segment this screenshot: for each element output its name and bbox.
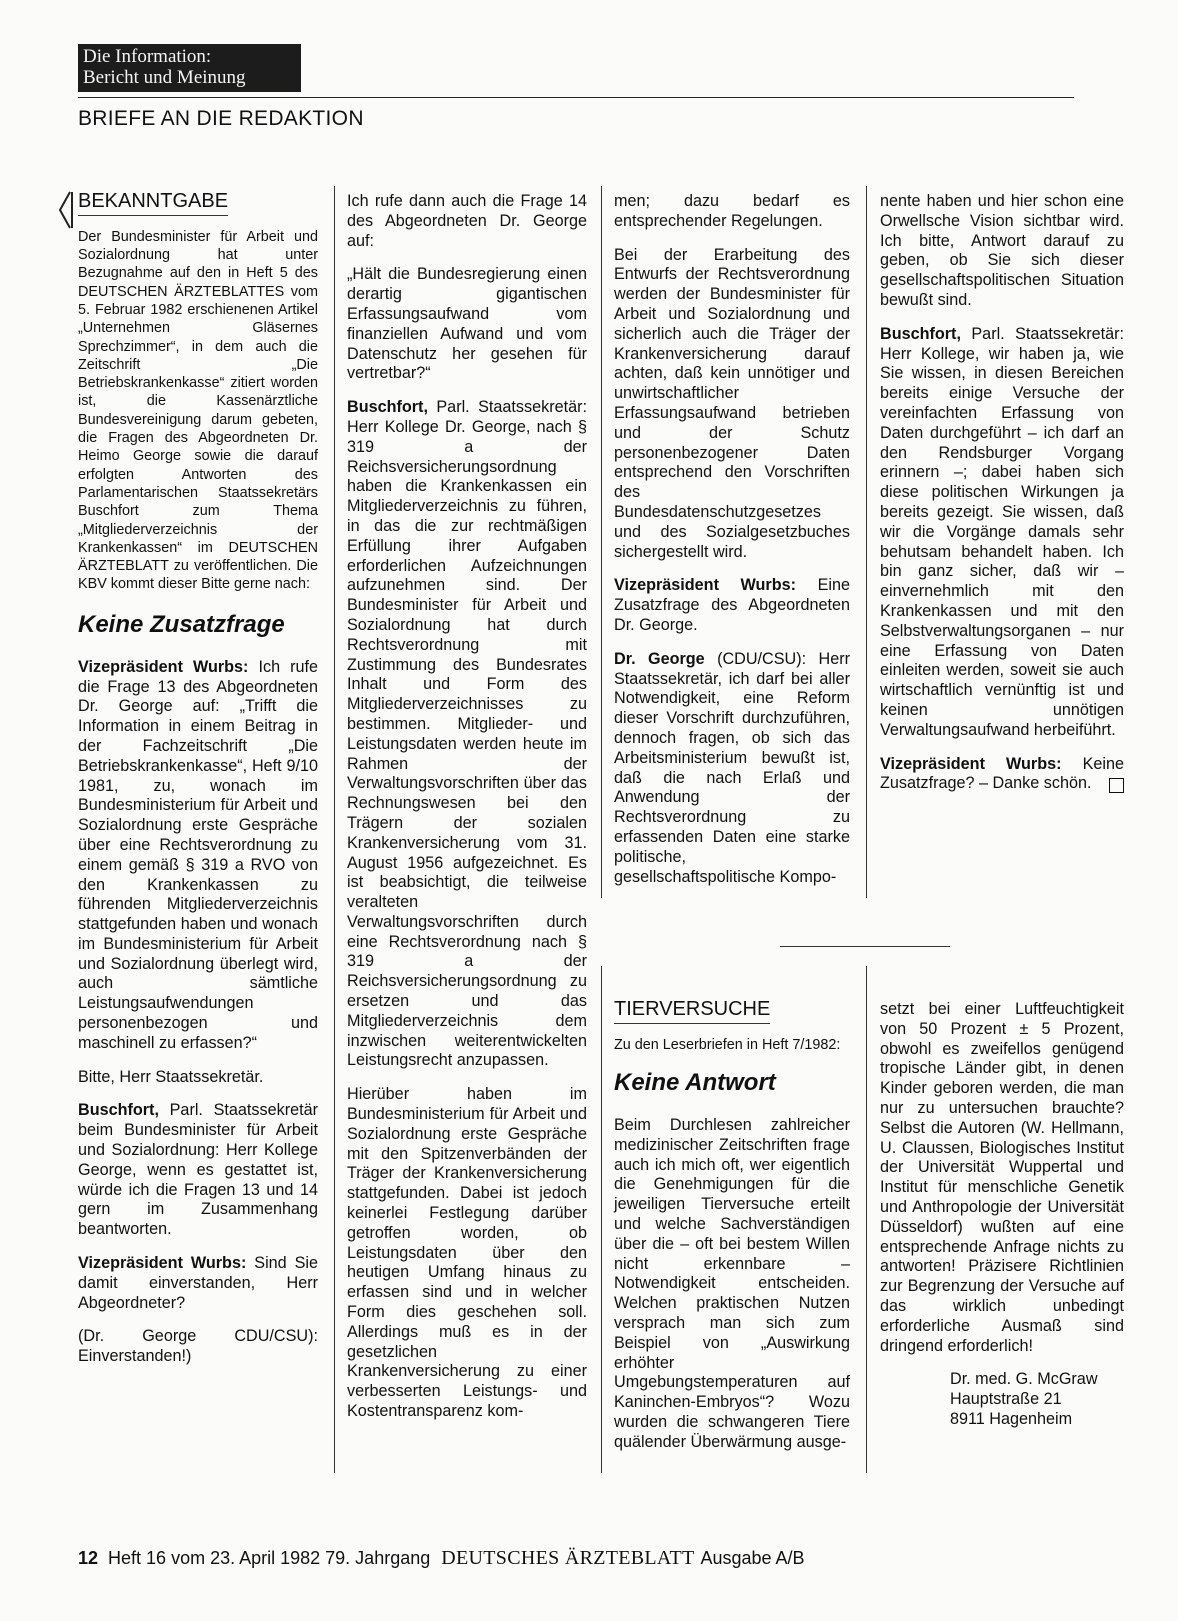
paragraph-text: „Hält die Bundesregierung einen derartig gigantischen Erfassungsaufwand vom finanziellen Aufwand und vom Datenschutz her gesehen für vertretbar?“ (347, 265, 587, 383)
article1-column-4 (880, 192, 1124, 808)
paragraph (347, 1085, 587, 1422)
paragraph-text: Ich rufe dann auch die Frage 14 des Abgeordneten Dr. George auf: (347, 192, 587, 250)
paragraph-text: Parl. Staatssekretär: Herr Kollege Dr. George, nach § 319 a der Reichsversicherungsordnung haben die Krankenkassen ein Mitgliederverzeichnis zu führen, in das die zur rechtmäßigen Erfüllung ihrer Aufgaben erforderlichen Aufzeichnungen aufzunehmen sind. Der Bundesminister für Arbeit und Sozialordnung hat durch Rechtsverordnung mit Zustimmung des Bundesrates Inhalt und Form des Mitgliederverzeichnisses zu bestimmen. Mitglieder- und Leistungsdaten werden heute im Rahmen der Verwaltungsvorschriften über das Rechnungswesen bei den Trägern der sozialen Krankenversicherung vom 31. August 1956 aufgezeichnet. Es ist beabsichtigt, die teilweise veralteten Verwaltungsvorschriften durch eine Rechtsverordnung nach § 319 a der Reichsversicherungsordnung zu ersetzen und das Mitgliederverzeichnis dem inzwischen weiterentwickelten Leistungsrecht anzupassen. (347, 398, 587, 1070)
paragraph-text: Bei der Erarbeitung des Entwurfs der Rechtsverordnung werden der Bundesminister für Arbeit und Sozialordnung und sicherlich auch die Träger der Krankenversicherung darauf achten, daß kein unnötiger und unwirtschaftlicher Erfassungsaufwand betrieben und der Schutz personenbezogener Daten entsprechend den Vorschriften des Bundesdatenschutzgesetzes und des Sozialgesetzbuches sichergestellt wird. (614, 245, 850, 561)
column-separator (601, 966, 602, 1473)
paragraph-text: Hierüber haben im Bundesministerium für Arbeit und Sozialordnung erste Gespräche mit den Spitzenverbänden der Träger der Krankenversicherung stattgefunden. Dabei ist jedoch keinerlei Festlegung darüber getroffen worden, ob Leistungsdaten über den heutigen Umfang hinaus zu erfassen sind und in welcher Form dies geschehen soll. Allerdings muß es in der gesetzlichen Krankenversicherung zu einer verbesserten Leistungs- und Kostentransparenz kom- (347, 1085, 587, 1421)
paragraph-text: Eine Zusatzfrage des Abgeordneten Dr. George. (614, 576, 850, 634)
article2-column-1 (614, 1000, 850, 1467)
article1-col1-paragraphs (78, 658, 318, 1367)
article2-body-1: Beim Durchlesen zahlreicher medizinischer Zeitschriften frage auch ich mich oft, wer eigentlich die Genehmigungen für die jeweiligen Tierversuche erteilt und welche Sachverständigen über die – oft bei bestem Willen nicht erkennbare – Notwendigkeit entscheiden. Welchen praktischen Nutzen versprach man sich zum Beispiel von „Auswirkung erhöhter Umgebungstemperaturen auf Kaninchen-Embryos“? Wozu wurden die schwangeren Tiere quälender Überwärmung ausge- (614, 1116, 850, 1451)
paragraph-text: Keine Zusatzfrage? – Danke schön. (880, 754, 1124, 793)
article2-body-2: setzt bei einer Luftfeuchtigkeit von 50 Prozent ± 5 Prozent, obwohl es zweifellos genügend tropische Länder gibt, in denen Kinder geboren werden, die man nur zu untersuchen brauchte? Selbst die Autoren (W. Hellmann, U. Claussen, Biologisches Institut der Universität Wuppertal und Institut für menschliche Genetik und Anthropologie der Universität Düsseldorf) wußten auf eine entsprechende Anfrage nichts zu antworten! Präzisere Richtlinien zur Begrenzung der Versuche auf das wirklich unbedingt erforderliche Ausmaß sind dringend erforderlich! (880, 1000, 1124, 1355)
speaker-name: Buschfort, (880, 324, 961, 343)
paragraph-text: men; dazu bedarf es entsprechender Regelungen. (614, 192, 850, 230)
article2-column-2 (880, 1000, 1124, 1430)
paragraph-text: Sind Sie damit einverstanden, Herr Abgeordneter? (78, 1254, 318, 1312)
signature (950, 1370, 1124, 1429)
paragraph-text: Ich rufe die Frage 13 des Abgeordneten Dr. George auf: „Trifft die Information in einem Beitrag in der Fachzeitschrift „Die Betriebskrankenkasse“, Heft 9/10 1981, zu, wonach im Bundesministerium für Arbeit und Sozialordnung erste Gespräche über eine Rechtsverordnung zu einem gemäß § 319 a RVO von den Krankenkassen zu führenden Mitgliederverzeichnis stattgefunden haben und wonach im Bundesministerium für Arbeit und Sozialordnung überlegt wird, auch sämtliche Leistungsaufwendungen personenbezogen und maschinell zu erfassen?“ (78, 657, 318, 1052)
paragraph (880, 755, 1124, 795)
section-header-box (78, 44, 301, 92)
article1-headline: Keine Zusatzfrage (78, 610, 285, 638)
article2-headline: Keine Antwort (614, 1069, 776, 1097)
paragraph-text: Bitte, Herr Staatssekretär. (78, 1067, 264, 1086)
speaker-name: Vizepräsident Wurbs: (614, 576, 796, 595)
paragraph (614, 192, 850, 232)
page-number: 12 (78, 1548, 99, 1568)
header-line-1: Die Information: (83, 46, 212, 67)
paragraph (78, 1068, 318, 1088)
end-of-article-square-icon (1109, 778, 1124, 793)
speaker-name: Buschfort, (78, 1101, 159, 1120)
paragraph (880, 192, 1124, 311)
article1-col2-paragraphs (347, 192, 587, 1422)
column-separator (601, 186, 602, 898)
article1-col4-paragraphs (880, 192, 1124, 794)
paragraph (614, 576, 850, 635)
issue-info: Heft 16 vom 23. April 1982 79. Jahrgang (108, 1548, 431, 1568)
signature-city: 8911 Hagenheim (950, 1409, 1073, 1428)
article1-col3-paragraphs (614, 192, 850, 887)
article1-column-2 (347, 192, 587, 1436)
article2-rubric: TIERVERSUCHE (614, 1000, 770, 1024)
article2-intro: Zu den Leserbriefen in Heft 7/1982: (614, 1036, 841, 1053)
paragraph (347, 192, 587, 251)
page-footer (78, 1547, 805, 1570)
speaker-name: Buschfort, (347, 398, 428, 417)
paragraph-text: Parl. Staatssekretär: Herr Kollege, wir haben ja, wie Sie wissen, in diesen Bereichen bereits einige Versuche der vereinfachten Erfassung von Daten durchgeführt – ich darf an den Rendsburger Vorgang erinnern –; dabei haben sich diese politischen Wirkungen ja bereits gezeigt. Sie wissen, daß wir die Vorgänge damals sehr behutsam behandelt haben. Ich bin ganz sicher, daß wir – einvernehmlich mit den Krankenkassen und mit den Selbstverwaltungsorganen – nur eine Erfassung von Daten einleiten werden, soweit sie auch wirtschaftlich vernünftig ist und keinen unnötigen Verwaltungsaufwand herbeiführt. (880, 324, 1124, 739)
paragraph-text: nente haben und hier schon eine Orwellsche Vision sichtbar wird. Ich bitte, Antwort darauf zu geben, ob Sie sich dieser gesellschaftspolitischen Situation bewußt sind. (880, 192, 1124, 309)
column-separator (866, 186, 867, 898)
signature-street: Hauptstraße 21 (950, 1390, 1062, 1409)
paragraph (347, 265, 587, 384)
paragraph (78, 1254, 318, 1313)
article1-column-3 (614, 192, 850, 901)
article1-intro: Der Bundesminister für Arbeit und Sozialordnung hat unter Bezugnahme auf den in Heft 5 des DEUTSCHEN ÄRZTEBLATTES vom 5. Februar 1982 erschienenen Artikel „Unternehmen Gläsernes Sprechzimmer“, in dem auch die Zeitschrift „Die Betriebskrankenkasse“ zitiert worden ist, die Kassenärztliche Bundesvereinigung darum gebeten, die Fragen des Abgeordneten Dr. Heimo George sowie die darauf erfolgten Antworten des Parlamentarischen Staatssekretärs Buschfort zum Thema „Mitgliederverzeichnis der Krankenkassen“ im DEUTSCHEN ÄRZTEBLATT zu veröffentlichen. Die KBV kommt dieser Bitte gerne nach: (78, 228, 318, 593)
paragraph (880, 325, 1124, 741)
column-separator (334, 186, 335, 1473)
article-divider (780, 946, 950, 947)
chevron-left-icon (56, 190, 74, 230)
signature-name: Dr. med. G. McGraw (950, 1370, 1098, 1389)
edition: Ausgabe A/B (700, 1548, 805, 1568)
speaker-name: Vizepräsident Wurbs: (880, 754, 1062, 773)
journal-name: DEUTSCHES ÄRZTEBLATT (441, 1547, 695, 1569)
paragraph-text: Parl. Staatssekretär beim Bundesminister für Arbeit und Sozialordnung: Herr Kollege George, wenn es gestattet ist, würde ich die Fragen 13 und 14 gern im Zusammenhang beantworten. (78, 1101, 318, 1239)
paragraph (78, 658, 318, 1054)
paragraph (78, 1101, 318, 1240)
column-separator (866, 966, 867, 1473)
paragraph-text: (CDU/CSU): Herr Staatssekretär, ich darf bei aller Notwendigkeit, eine Reform dieser Vorschrift durchzuführen, dennoch fragen, ob sich das Arbeitsministerium bewußt ist, daß die nach Erlaß und Anwendung der Rechtsverordnung zu erfassenden Daten eine starke politische, gesellschaftspolitische Kompo- (614, 649, 851, 886)
article1-column-1 (78, 192, 318, 1381)
header-line-2: Bericht und Meinung (83, 67, 246, 88)
speaker-name: Dr. George (614, 649, 705, 668)
paragraph (614, 246, 850, 563)
speaker-name: Vizepräsident Wurbs: (78, 1254, 247, 1273)
paragraph (78, 1327, 318, 1367)
section-label: BRIEFE AN DIE REDAKTION (78, 107, 364, 130)
top-rule (78, 97, 1074, 98)
paragraph-text: (Dr. George CDU/CSU): Einverstanden!) (78, 1327, 318, 1366)
speaker-name: Vizepräsident Wurbs: (78, 657, 249, 676)
paragraph (347, 398, 587, 1071)
article1-rubric: BEKANNTGABE (78, 192, 228, 216)
paragraph (614, 650, 850, 888)
